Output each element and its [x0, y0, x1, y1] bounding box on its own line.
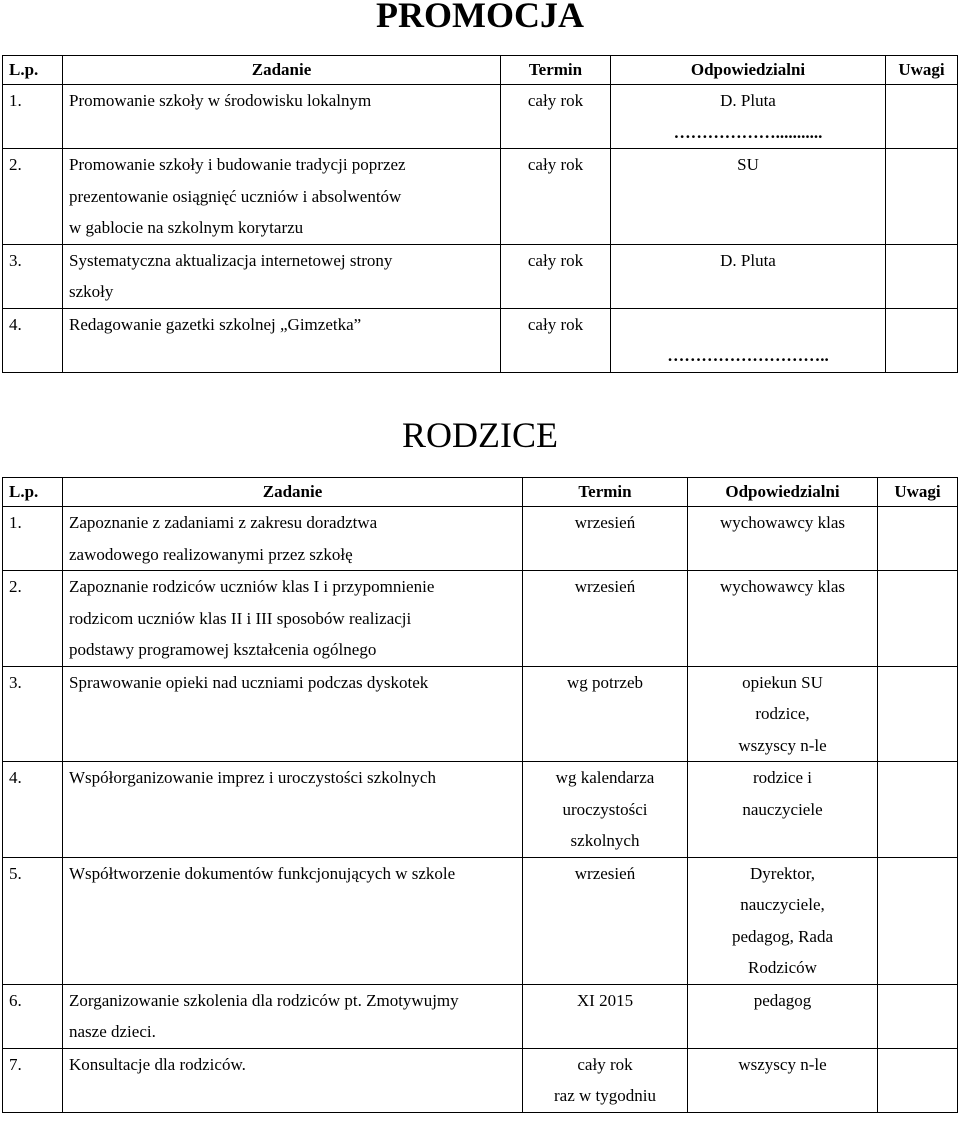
cell-termin	[501, 85, 611, 149]
rodzice-table	[2, 477, 958, 1113]
cell-odpowiedzialni-line: pedagog, Rada	[731, 926, 834, 946]
cell-odpowiedzialni-line: rodzice i	[753, 768, 812, 787]
cell-zadanie-line: rodzicom uczniów klas II i III sposobów realizacji	[69, 608, 412, 628]
cell-uwagi	[878, 571, 958, 667]
cell-odpowiedzialni-line: D. Pluta	[720, 91, 776, 110]
table-row	[3, 308, 958, 372]
cell-odpowiedzialni	[688, 666, 878, 762]
table-row	[3, 149, 958, 245]
cell-zadanie	[63, 857, 523, 984]
cell-zadanie	[63, 85, 501, 149]
cell-odpowiedzialni-line: Rodziców	[748, 958, 817, 977]
section-title-promocja: PROMOCJA	[376, 0, 584, 35]
cell-odpowiedzialni-line: wszyscy n-le	[738, 735, 827, 755]
cell-zadanie	[63, 984, 523, 1048]
cell-lp: 4.	[3, 762, 63, 858]
cell-zadanie-line: Promowanie szkoły w środowisku lokalnym	[69, 91, 372, 110]
cell-odpowiedzialni	[611, 85, 886, 149]
cell-zadanie-line: szkoły	[69, 282, 114, 301]
table-row	[3, 666, 958, 762]
table-row	[3, 762, 958, 858]
header-lp: L.p.	[3, 56, 63, 85]
cell-zadanie-line: podstawy programowej kształcenia ogólnego	[69, 640, 377, 659]
cell-lp: 4.	[3, 308, 63, 372]
cell-termin-line: raz w tygodniu	[554, 1086, 656, 1105]
cell-zadanie	[63, 666, 523, 762]
cell-zadanie-line: Konsultacje dla rodziców.	[69, 1054, 246, 1074]
cell-odpowiedzialni	[688, 984, 878, 1048]
cell-termin	[523, 571, 688, 667]
cell-odpowiedzialni-line: D. Pluta	[720, 250, 776, 270]
cell-uwagi	[878, 1048, 958, 1112]
cell-lp: 7.	[3, 1048, 63, 1112]
table-row	[3, 857, 958, 984]
table-header-row	[3, 478, 958, 507]
cell-uwagi	[878, 507, 958, 571]
cell-odpowiedzialni-line	[617, 309, 879, 341]
promocja-table	[2, 55, 958, 373]
table-row	[3, 571, 958, 667]
table-row	[3, 1048, 958, 1112]
header-lp: L.p.	[3, 478, 63, 507]
cell-lp: 5.	[3, 857, 63, 984]
cell-uwagi	[886, 149, 958, 245]
cell-zadanie-line: Zapoznanie z zadaniami z zakresu doradztwa	[69, 513, 378, 532]
cell-uwagi	[886, 244, 958, 308]
cell-termin-line: uroczystości	[562, 799, 648, 819]
cell-termin-line: cały rok	[527, 250, 584, 270]
cell-zadanie-line: Systematyczna aktualizacja internetowej strony	[69, 250, 393, 270]
cell-zadanie	[63, 308, 501, 372]
cell-zadanie	[63, 244, 501, 308]
header-zadanie: Zadanie	[63, 56, 501, 85]
cell-uwagi	[878, 857, 958, 984]
cell-lp: 1.	[3, 507, 63, 571]
cell-odpowiedzialni-line: pedagog	[753, 990, 812, 1010]
cell-lp: 2.	[3, 149, 63, 245]
cell-odpowiedzialni	[688, 857, 878, 984]
cell-odpowiedzialni-line: rodzice,	[755, 704, 810, 723]
cell-odpowiedzialni-line: SU	[737, 155, 759, 174]
header-termin: Termin	[501, 56, 611, 85]
cell-termin-line: szkolnych	[570, 831, 640, 850]
cell-zadanie-line: Współorganizowanie imprez i uroczystości szkolnych	[69, 768, 436, 787]
cell-odpowiedzialni	[688, 1048, 878, 1112]
cell-zadanie	[63, 571, 523, 667]
cell-odpowiedzialni	[688, 571, 878, 667]
cell-termin	[501, 149, 611, 245]
cell-lp: 1.	[3, 85, 63, 149]
cell-termin-line: wg potrzeb	[566, 672, 643, 692]
cell-odpowiedzialni-line: nauczyciele,	[740, 895, 825, 914]
cell-termin	[523, 762, 688, 858]
cell-odpowiedzialni-line: wychowawcy klas	[719, 577, 846, 596]
header-termin: Termin	[523, 478, 688, 507]
cell-zadanie-line: Zorganizowanie szkolenia dla rodziców pt. Zmotywujmy	[69, 990, 459, 1010]
cell-zadanie-line: Zapoznanie rodziców uczniów klas I i przypomnienie	[69, 577, 435, 596]
table-row	[3, 507, 958, 571]
header-odpowiedzialni: Odpowiedzialni	[611, 56, 886, 85]
cell-zadanie	[63, 1048, 523, 1112]
cell-odpowiedzialni-line: wychowawcy klas	[719, 513, 846, 532]
cell-uwagi	[878, 984, 958, 1048]
cell-termin-line: wrzesień	[574, 863, 636, 883]
cell-zadanie-line: nasze dzieci.	[69, 1022, 156, 1041]
cell-odpowiedzialni-line: ………………………..	[667, 346, 829, 365]
cell-uwagi	[886, 308, 958, 372]
cell-zadanie-line: Sprawowanie opieki nad uczniami podczas dyskotek	[69, 672, 429, 692]
cell-zadanie-line: Promowanie szkoły i budowanie tradycji poprzez	[69, 155, 406, 174]
cell-termin	[501, 308, 611, 372]
cell-zadanie	[63, 149, 501, 245]
cell-odpowiedzialni	[611, 149, 886, 245]
cell-zadanie-line: Redagowanie gazetki szkolnej „Gimzetka”	[69, 314, 362, 334]
cell-termin-line: wrzesień	[574, 513, 636, 532]
cell-uwagi	[878, 762, 958, 858]
cell-zadanie-line: Współtworzenie dokumentów funkcjonujących w szkole	[69, 863, 456, 883]
cell-lp: 2.	[3, 571, 63, 667]
cell-zadanie	[63, 507, 523, 571]
cell-termin-line: wg kalendarza	[555, 768, 655, 787]
cell-termin-line: cały rok	[527, 314, 584, 334]
cell-lp: 3.	[3, 666, 63, 762]
cell-termin	[501, 244, 611, 308]
cell-odpowiedzialni-line: wszyscy n-le	[738, 1054, 827, 1074]
cell-termin	[523, 507, 688, 571]
cell-lp: 6.	[3, 984, 63, 1048]
cell-lp: 3.	[3, 244, 63, 308]
cell-termin-line: cały rok	[577, 1054, 633, 1074]
cell-uwagi	[878, 666, 958, 762]
cell-termin-line: cały rok	[527, 91, 584, 110]
cell-odpowiedzialni-line: opiekun SU	[742, 672, 823, 692]
table-row	[3, 85, 958, 149]
cell-zadanie	[63, 762, 523, 858]
cell-odpowiedzialni-line: ………………...........	[673, 122, 823, 142]
cell-termin	[523, 857, 688, 984]
cell-termin-line: cały rok	[527, 155, 584, 174]
cell-uwagi	[886, 85, 958, 149]
cell-termin	[523, 666, 688, 762]
section-title-rodzice: RODZICE	[402, 415, 558, 455]
cell-termin	[523, 984, 688, 1048]
header-uwagi: Uwagi	[886, 56, 958, 85]
table-row	[3, 244, 958, 308]
header-odpowiedzialni: Odpowiedzialni	[688, 478, 878, 507]
cell-odpowiedzialni	[688, 762, 878, 858]
cell-termin-line: XI 2015	[576, 990, 634, 1010]
table-header-row	[3, 56, 958, 85]
header-uwagi: Uwagi	[878, 478, 958, 507]
cell-zadanie-line: zawodowego realizowanymi przez szkołę	[69, 544, 353, 564]
cell-zadanie-line: w gablocie na szkolnym korytarzu	[69, 218, 304, 237]
cell-odpowiedzialni	[611, 308, 886, 372]
cell-odpowiedzialni	[688, 507, 878, 571]
table-row	[3, 984, 958, 1048]
cell-odpowiedzialni-line: nauczyciele	[742, 799, 823, 819]
cell-termin-line: wrzesień	[574, 577, 636, 596]
cell-odpowiedzialni	[611, 244, 886, 308]
cell-zadanie-line: prezentowanie osiągnięć uczniów i absolwentów	[69, 186, 402, 206]
header-zadanie: Zadanie	[63, 478, 523, 507]
cell-termin	[523, 1048, 688, 1112]
cell-odpowiedzialni-line: Dyrektor,	[750, 863, 815, 883]
